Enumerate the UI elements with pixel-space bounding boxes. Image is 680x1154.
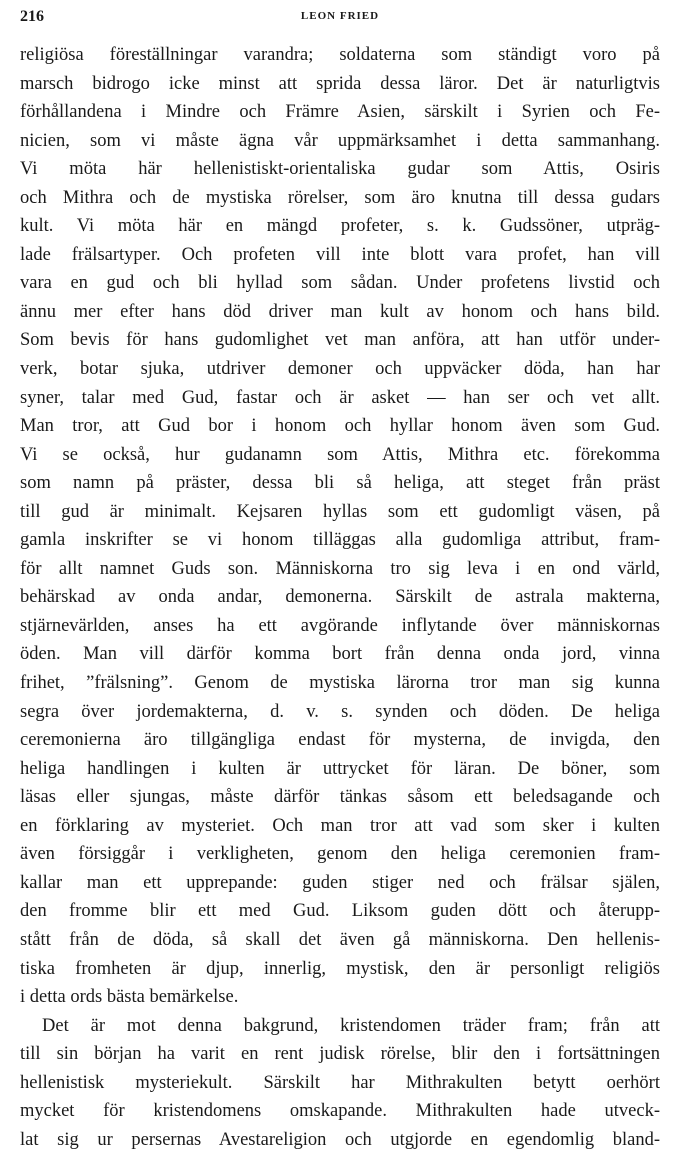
text-line: hellenistisk mysteriekult. Särskilt har Mithrakulten betytt oerhört — [20, 1072, 660, 1093]
text-line: syner, talar med Gud, fastar och är asket — han ser och vet allt. — [20, 387, 660, 408]
text-line: verk, botar sjuka, utdriver demoner och uppväcker döda, han har — [20, 359, 660, 380]
text-line: den fromme blir ett med Gud. Liksom guden dött och återupp- — [20, 901, 660, 922]
text-line: mycket för kristendomens omskapande. Mithrakulten hade utveck- — [20, 1101, 660, 1122]
text-line: stått från de döda, så skall det även gå människorna. Den hellenis- — [20, 929, 660, 950]
text-line: till gud är minimalt. Kejsaren hyllas som ett gudomligt väsen, på — [20, 501, 660, 522]
body-text — [20, 41, 660, 1154]
text-line: Det är mot denna bakgrund, kristendomen träder fram; från att — [42, 1015, 660, 1036]
running-head — [20, 8, 660, 30]
text-line: segra över jordemakterna, d. v. s. synden och döden. De heliga — [20, 701, 660, 722]
text-line: en förklaring av mysteriet. Och man tror att vad som sker i kulten — [20, 815, 660, 836]
text-line: vara en gud och bli hyllad som sådan. Under profetens livstid och — [20, 273, 660, 294]
text-line: och Mithra och de mystiska rörelser, som äro knutna till dessa gudars — [20, 187, 660, 208]
text-line: även försiggår i verkligheten, genom den heliga ceremonien fram- — [20, 844, 660, 865]
text-line: behärskad av onda andar, demonerna. Särskilt de astrala makterna, — [20, 587, 660, 608]
page-number: 216 — [20, 8, 44, 25]
text-line: lade frälsartyper. Och profeten vill inte blott vara profet, han vill — [20, 244, 660, 265]
text-line: gamla inskrifter se vi honom tilläggas alla gudomliga attribut, fram- — [20, 530, 660, 551]
text-line: Som bevis för hans gudomlighet vet man anföra, att han utför under- — [20, 330, 660, 351]
paragraph — [20, 1012, 660, 1154]
text-line: nicien, som vi måste ägna vår uppmärksamhet i detta sammanhang. — [20, 130, 660, 151]
text-line: till sin början ha varit en rent judisk rörelse, blir den i fortsättningen — [20, 1044, 660, 1065]
text-line: läsas eller sjungas, måste därför tänkas såsom ett beledsagande och — [20, 787, 660, 808]
text-line: marsch bidrogo icke minst att sprida dessa läror. Det är naturligtvis — [20, 73, 660, 94]
text-line: stjärnevärlden, anses ha ett avgörande inflytande över människornas — [20, 615, 660, 636]
text-line: i detta ords bästa bemärkelse. — [20, 987, 239, 1008]
text-line: förhållandena i Mindre och Främre Asien, särskilt i Syrien och Fe- — [20, 102, 660, 123]
text-line: Vi möta här hellenistiskt-orientaliska gudar som Attis, Osiris — [20, 159, 660, 180]
text-line: tiska fromheten är djup, innerlig, mystisk, den är personligt religiös — [20, 958, 660, 979]
text-line: Vi se också, hur gudanamn som Attis, Mithra etc. förekomma — [20, 444, 660, 465]
text-line: öden. Man vill därför komma bort från denna onda jord, vinna — [20, 644, 660, 665]
text-line: kult. Vi möta här en mängd profeter, s. k. Gudssöner, utpräg- — [20, 216, 660, 237]
text-line: kallar man ett upprepande: guden stiger ned och frälsar själen, — [20, 872, 660, 893]
paragraph — [20, 41, 660, 1012]
text-line: för allt namnet Guds son. Människorna tro sig leva i en ond värld, — [20, 558, 660, 579]
text-line: ceremonierna äro tillgängliga endast för mysterna, de invigda, den — [20, 730, 660, 751]
text-line: Man tror, att Gud bor i honom och hyllar honom även som Gud. — [20, 416, 660, 437]
text-line: lat sig ur persernas Avestareligion och utgjorde en egendomlig bland- — [20, 1129, 660, 1150]
text-line: heliga handlingen i kulten är uttrycket för läran. De böner, som — [20, 758, 660, 779]
text-line: religiösa föreställningar varandra; soldaterna som ständigt voro på — [20, 45, 660, 65]
running-title: LEON FRIED — [300, 10, 380, 22]
text-line: frihet, ”frälsning”. Genom de mystiska lärorna tror man sig kunna — [20, 673, 660, 694]
text-line: som namn på präster, dessa bli så heliga, att steget från präst — [20, 473, 660, 494]
text-line: ännu mer efter hans död driver man kult av honom och hans bild. — [20, 301, 660, 322]
